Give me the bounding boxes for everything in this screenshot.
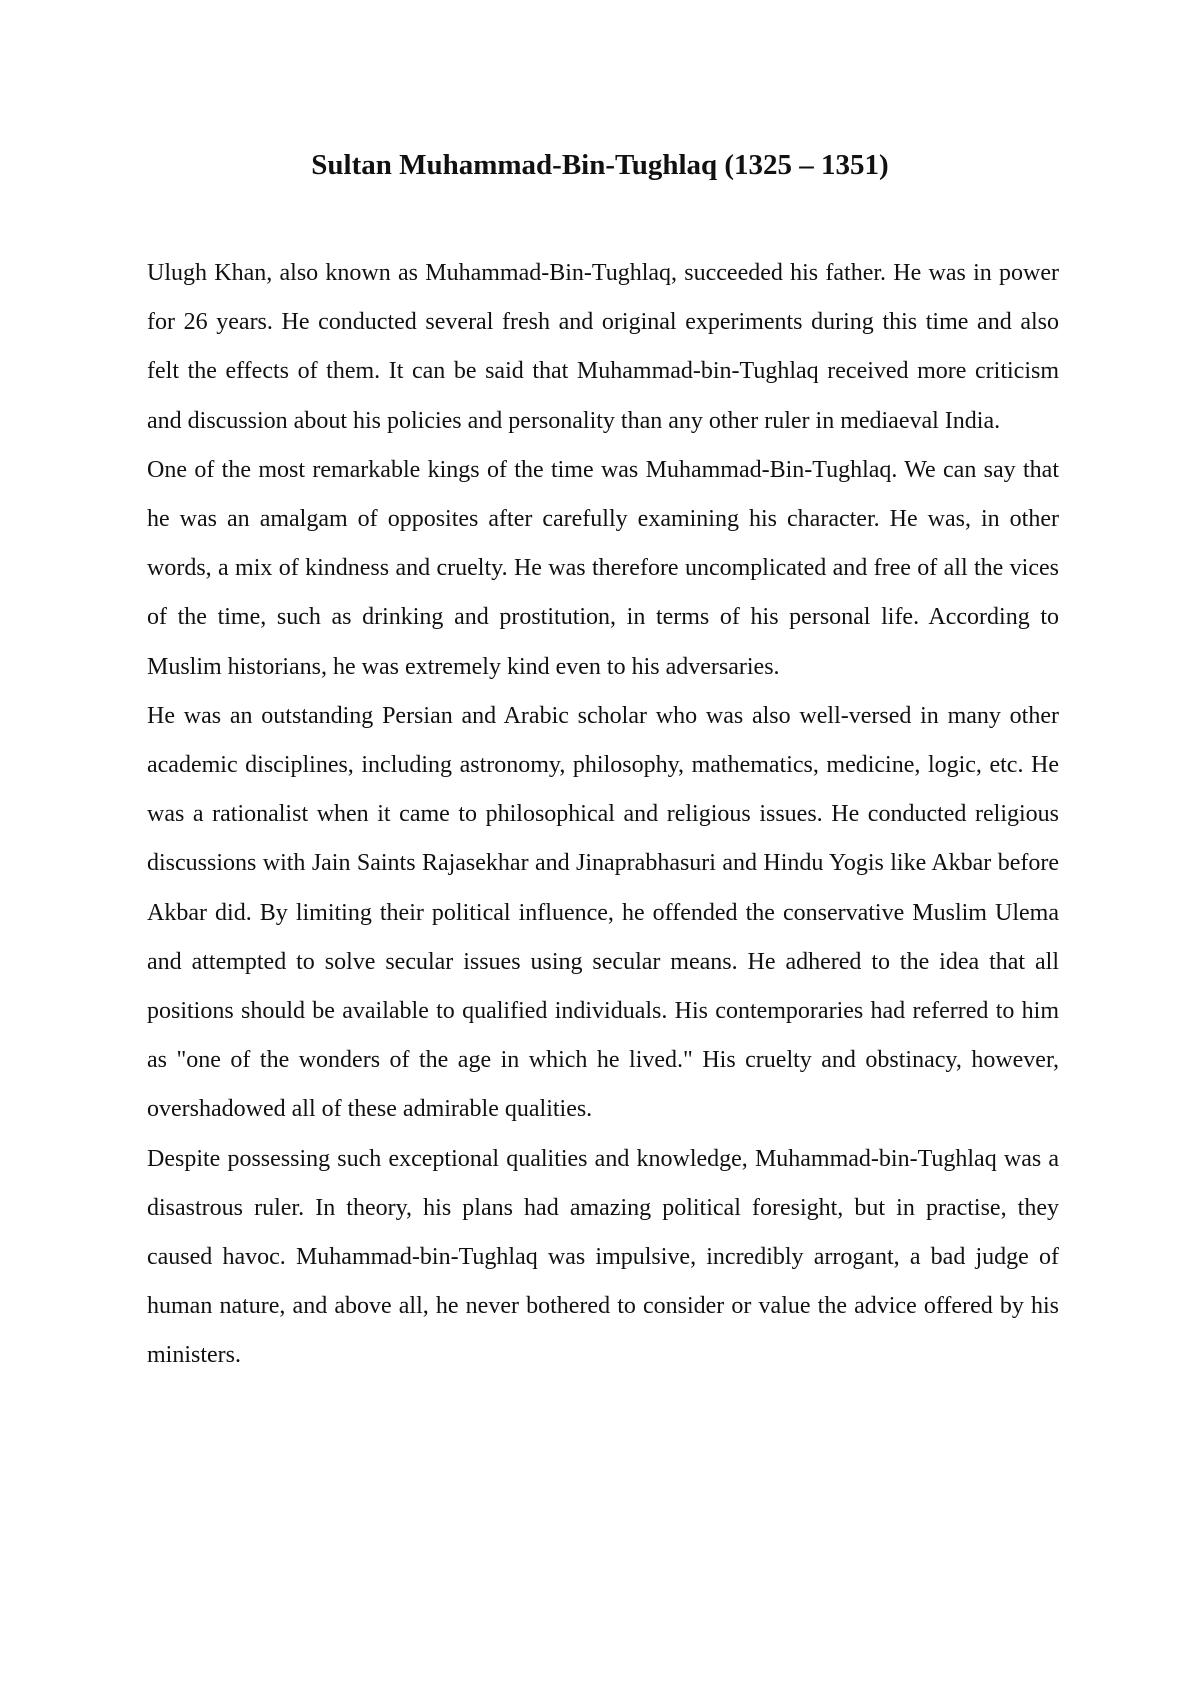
document-body xyxy=(147,249,1059,1381)
paragraph-4: Despite possessing such exceptional qualities and knowledge, Muhammad-bin-Tughlaq was a disastrous ruler. In theory, his plans had amazing political foresight, but in practise, they caused havoc. Muhammad-bin-Tughlaq was impulsive, incredibly arrogant, a bad judge of human nature, and above all, he never bothered to consider or value the advice offered by his ministers. xyxy=(147,1145,1059,1369)
paragraph-2: One of the most remarkable kings of the time was Muhammad-Bin-Tughlaq. We can say that he was an amalgam of opposites after carefully examining his character. He was, in other words, a mix of kindness and cruelty. He was therefore uncomplicated and free of all the vices of the time, such as drinking and prostitution, in terms of his personal life. According to Muslim historians, he was extremely kind even to his adversaries. xyxy=(147,456,1059,680)
page-title: Sultan Muhammad-Bin-Tughlaq (1325 – 1351) xyxy=(311,149,889,181)
paragraph-3: He was an outstanding Persian and Arabic scholar who was also well-versed in many other academic disciplines, including astronomy, philosophy, mathematics, medicine, logic, etc. He was a rationalist when it came to philosophical and religious issues. He conducted religious discussions with Jain Saints Rajasekhar and Jinaprabhasuri and Hindu Yogis like Akbar before Akbar did. By limiting their political influence, he offended the conservative Muslim Ulema and attempted to solve secular issues using secular means. He adhered to the idea that all positions should be available to qualified individuals. His contemporaries had referred to him as "one of the wonders of the age in which he lived." His cruelty and obstinacy, however, overshadowed all of these admirable qualities. xyxy=(147,702,1059,1123)
paragraph-1: Ulugh Khan, also known as Muhammad-Bin-Tughlaq, succeeded his father. He was in power for 26 years. He conducted several fresh and original experiments during this time and also felt the effects of them. It can be said that Muhammad-bin-Tughlaq received more criticism and discussion about his policies and personality than any other ruler in mediaeval India. xyxy=(147,260,1059,434)
